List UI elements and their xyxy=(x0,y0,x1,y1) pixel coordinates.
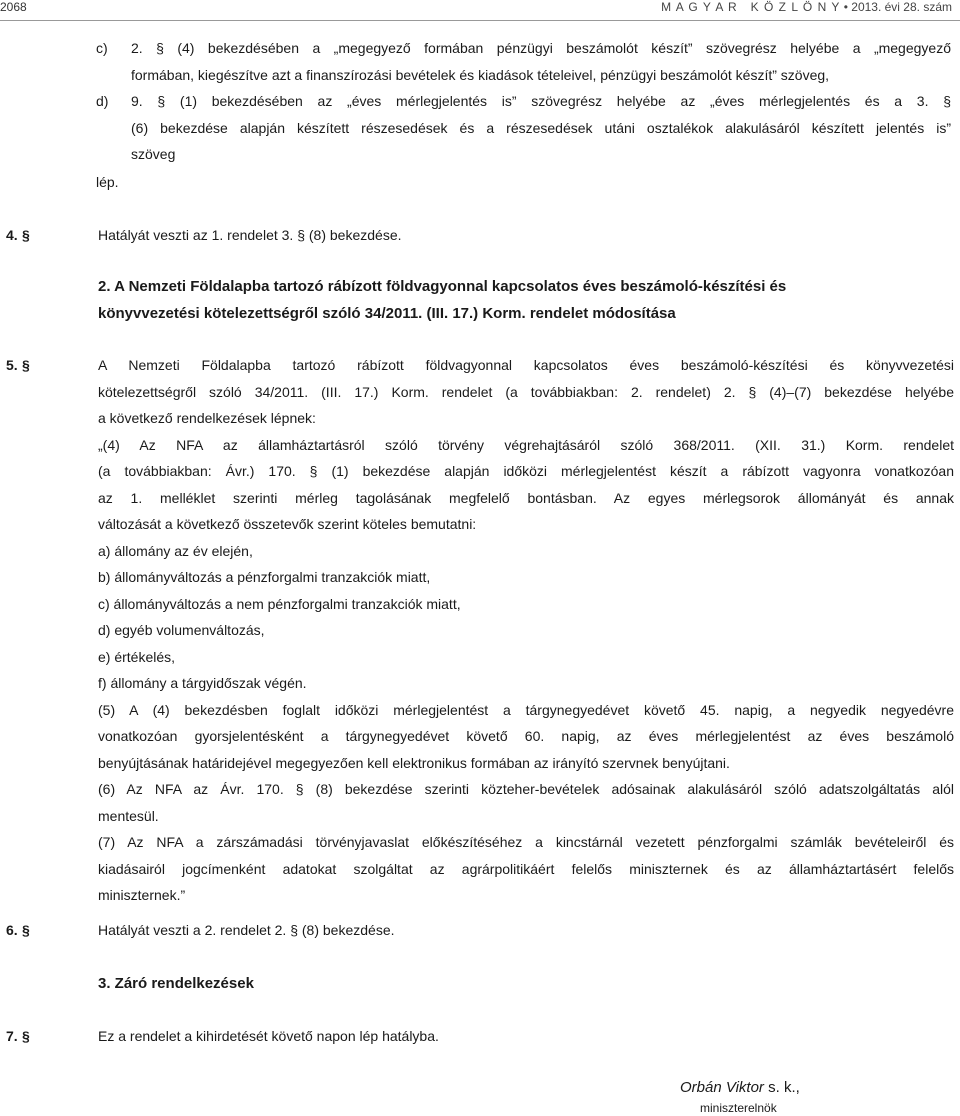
point-d-text xyxy=(131,88,951,168)
list-item: c) állományváltozás a nem pénzforgalmi tranzakciók miatt, xyxy=(98,595,461,612)
text-line: (5) A (4) bekezdésben foglalt időközi mérlegjelentést a tárgynegyedévet követő 45. napig, a negyedik negyedévre xyxy=(98,701,954,718)
section-4-number: 4. xyxy=(6,227,18,243)
section-5-number: 5. xyxy=(6,357,18,373)
signature-suffix: s. k., xyxy=(763,1079,800,1096)
journal-issue xyxy=(661,0,952,14)
text-line: szöveg xyxy=(131,146,176,162)
point-c-text xyxy=(131,35,951,88)
section-5-text xyxy=(98,352,954,909)
text-line: 2. § (4) bekezdésében a „megegyező formában pénzügyi beszámolót készít” szövegrész helyébe a „megegyező xyxy=(131,40,951,56)
text-line: (7) Az NFA a zárszámadási törvényjavaslat előkészítéséhez a kincstárnál vezetett pénzforgalmi számlák bevételeiről és xyxy=(98,834,954,850)
signature xyxy=(680,1079,800,1096)
heading-line: 2. A Nemzeti Földalapba tartozó rábízott földvagyonnal kapcsolatos éves beszámoló-készítési és xyxy=(98,278,787,295)
text-line: vonatkozóan gyorsjelentésként a tárgynegyedévet követő 60. napig, az éves mérlegjelentést az éves beszámoló xyxy=(98,728,954,744)
section-6-number: 6. xyxy=(6,922,18,938)
text-line: (6) bekezdése alapján készített részesedések és a részesedések utáni osztalékok alakulásáról készített jelentés is” xyxy=(131,119,951,136)
list-item: b) állományváltozás a pénzforgalmi tranzakciók miatt, xyxy=(98,569,431,585)
list-item: d) egyéb volumenváltozás, xyxy=(98,622,265,638)
signatory-name: Orbán Viktor xyxy=(680,1079,764,1096)
section-sign: § xyxy=(22,1028,30,1044)
section-sign: § xyxy=(22,922,30,938)
text-line: változását a következő összetevők szerint köteles bemutatni: xyxy=(98,516,477,532)
page-header xyxy=(0,0,960,16)
section-sign: § xyxy=(22,357,30,373)
section-6-text: Hatályát veszti a 2. rendelet 2. § (8) bekezdése. xyxy=(98,922,395,938)
point-d-label: d) xyxy=(96,93,109,109)
heading-line: könyvvezetési kötelezettségről szóló 34/2011. (III. 17.) Korm. rendelet módosítása xyxy=(98,304,676,322)
chapter-3-heading: 3. Záró rendelkezések xyxy=(98,975,254,992)
list-item: a) állomány az év elején, xyxy=(98,542,253,559)
section-7-text: Ez a rendelet a kihirdetését követő napon lép hatályba. xyxy=(98,1028,439,1044)
header-rule xyxy=(0,20,960,21)
text-line: mentesül. xyxy=(98,807,159,824)
section-sign: § xyxy=(22,227,30,243)
text-line: kiadásairól jogcímenként adatokat szolgáltat az agrárpolitikáért felelős miniszternek és az államháztartásért felelős xyxy=(98,860,954,877)
text-line: az 1. melléklet szerinti mérleg tagolásának megfelelő bontásban. Az egyes mérlegsorok állományát és annak xyxy=(98,489,954,506)
bullet: • xyxy=(843,0,848,14)
text-line: miniszternek.” xyxy=(98,887,186,903)
text-line: kötelezettségről szóló 34/2011. (III. 17.) Korm. rendelet (a továbbiakban: 2. rendelet) 2. § (4)–(7) bekezdése helyébe xyxy=(98,383,954,400)
text-line: a következő rendelkezések lépnek: xyxy=(98,410,316,426)
text-line: A Nemzeti Földalapba tartozó rábízott földvagyonnal kapcsolatos éves beszámoló-készítési és könyvvezetési xyxy=(98,357,954,373)
list-item: f) állomány a tárgyidőszak végén. xyxy=(98,675,307,691)
text-line: (a továbbiakban: Ávr.) 170. § (1) bekezdése alapján időközi mérlegjelentést készít a rábízott vagyonra vonatkozóan xyxy=(98,463,954,479)
section-7-number: 7. xyxy=(6,1028,18,1044)
section-4-text: Hatályát veszti az 1. rendelet 3. § (8) bekezdése. xyxy=(98,227,402,243)
point-c-label: c) xyxy=(96,40,108,56)
chapter-2-heading xyxy=(98,274,918,327)
lep-text: lép. xyxy=(96,174,119,190)
issue-number: 2013. évi 28. szám xyxy=(851,0,952,14)
text-line: benyújtásának határidejével megegyezően kell elektronikus formában az irányító szervnek benyújtani. xyxy=(98,754,730,771)
signatory-title: miniszterelnök xyxy=(700,1101,777,1115)
page-number: 2068 xyxy=(0,0,27,14)
list-item: e) értékelés, xyxy=(98,648,176,665)
text-line: 9. § (1) bekezdésében az „éves mérlegjelentés is” szövegrész helyébe az „éves mérlegjelentés és a 3. § xyxy=(131,93,951,109)
text-line: (6) Az NFA az Ávr. 170. § (8) bekezdése szerinti közteher-bevételek adósainak alakulásáról szóló adatszolgáltatás alól xyxy=(98,781,954,797)
text-line: formában, kiegészítve azt a finanszírozási bevételek és kiadások tételeivel, pénzügyi beszámolót készít” szöveg, xyxy=(131,66,830,83)
text-line: „(4) Az NFA az államháztartásról szóló törvény végrehajtásáról szóló 368/2011. (XII. 31.) Korm. rendelet xyxy=(98,436,954,453)
journal-title: M A G Y A R K Ö Z L Ö N Y xyxy=(661,0,841,14)
